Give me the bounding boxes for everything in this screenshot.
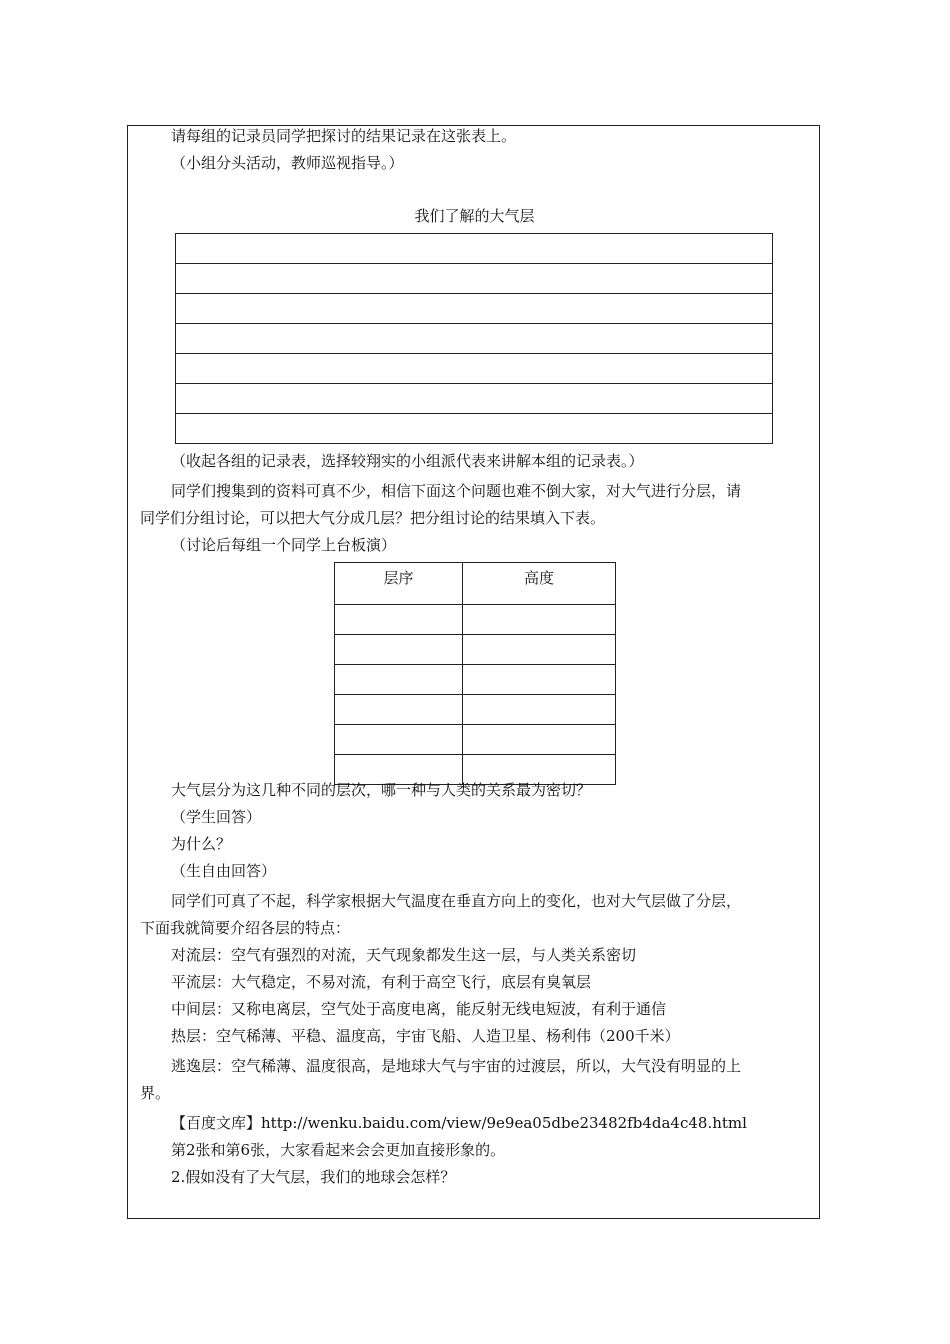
baidu-wenku-link[interactable]: 【百度文库】http://wenku.baidu.com/view/9e9ea05dbe23482fb4da4c48.html (171, 1114, 747, 1132)
text-line: 2.假如没有了大气层，我们的地球会怎样？ (171, 1168, 456, 1186)
table-row (335, 695, 616, 725)
table1-caption: 我们了解的大气层 (414, 207, 535, 225)
table-row (176, 264, 773, 294)
table-row (176, 294, 773, 324)
text-line: 对流层：空气有强烈的对流，天气现象都发生这一层，与人类关系密切 (171, 946, 637, 964)
table-row (335, 665, 616, 695)
text-line: 同学们可真了不起，科学家根据大气温度在垂直方向上的变化，也对大气层做了分层， (171, 892, 742, 910)
text-line: （生自由回答） (171, 862, 277, 880)
content-frame (127, 125, 820, 1219)
text-line: （小组分头活动，教师巡视指导。） (171, 154, 404, 172)
header-height: 高度 (463, 563, 616, 605)
table-row (335, 725, 616, 755)
table-row (176, 354, 773, 384)
layer-height-table (334, 562, 616, 785)
text-line: （讨论后每组一个同学上台板演） (171, 536, 397, 554)
text-line: 请每组的记录员同学把探讨的结果记录在这张表上。 (171, 127, 517, 145)
text-line: 平流层：大气稳定，不易对流，有利于高空飞行，底层有臭氧层 (171, 973, 592, 991)
table-row (176, 324, 773, 354)
header-layer: 层序 (335, 563, 463, 605)
text-line: 同学们搜集到的资料可真不少，相信下面这个问题也难不倒大家，对大气进行分层，请 (171, 482, 742, 500)
table-row (176, 414, 773, 444)
table-header-row (335, 563, 616, 605)
text-line: 第2张和第6张，大家看起来会会更加直接形象的。 (171, 1141, 506, 1159)
text-line: 同学们分组讨论，可以把大气分成几层？把分组讨论的结果填入下表。 (140, 509, 606, 527)
table-row (335, 605, 616, 635)
text-line: 大气层分为这几种不同的层次，哪一种与人类的关系最为密切？ (171, 781, 592, 799)
text-line: 界。 (140, 1084, 171, 1102)
text-line: （学生回答） (171, 808, 262, 826)
text-line: 中间层：又称电离层，空气处于高度电离，能反射无线电短波，有利于通信 (171, 1000, 667, 1018)
text-line: 下面我就简要介绍各层的特点： (140, 919, 351, 937)
atmosphere-record-table (175, 233, 773, 444)
text-line: （收起各组的记录表，选择较翔实的小组派代表来讲解本组的记录表。） (171, 452, 644, 470)
table-row (176, 234, 773, 264)
text-line: 逃逸层：空气稀薄、温度很高，是地球大气与宇宙的过渡层，所以，大气没有明显的上 (171, 1057, 742, 1075)
text-line: 为什么？ (171, 835, 232, 853)
table-row (335, 635, 616, 665)
table-row (176, 384, 773, 414)
text-line: 热层：空气稀薄、平稳、温度高，宇宙飞船、人造卫星、杨利伟（200千米） (171, 1027, 680, 1045)
